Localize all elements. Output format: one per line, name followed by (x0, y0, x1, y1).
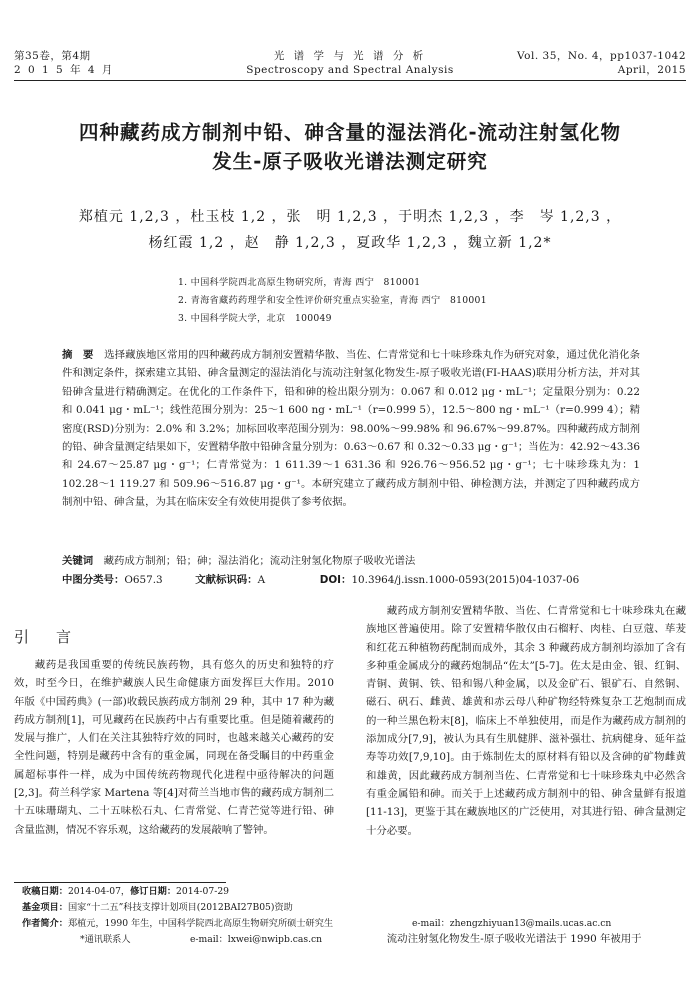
fund-value: 国家“十二五”科技支撑计划项目(2012BAI27B05)资助 (67, 902, 293, 913)
corresponding-label: *通讯联系人 (80, 934, 131, 945)
classification-line (62, 571, 640, 589)
article-title-line2: 发生-原子吸收光谱法测定研究 (212, 150, 488, 173)
journal-month: April，2015 (617, 64, 686, 76)
doc-code-value: A (257, 574, 266, 586)
author-list-line1: 郑植元 1,2,3 ，杜玉枝 1,2 ，张 明 1,2,3 ，于明杰 1,2,3 ，李 岑 1,2,3 ， (78, 209, 622, 225)
intro-paragraph-right-1: 藏药成方制剂安置精华散、当佐、仁青常觉和七十味珍珠丸在藏族地区普遍使用。除了安置精华散仅由石榴籽、肉桂、白豆蔻、荜茇和红花五种植物药配制而成外，其余 3 种藏药成方制剂均添加了含有多种重金属成分的藏药炮制品“佐太”[5-7]。佐太是由金、银、红铜、青铜、黄铜、铁、铅和锡八种金属，以及金矿石、银矿石、自然铜、磁石、矾石、雌黄、雄黄和赤云母八种矿物经特殊复杂工艺炮制而成的一种兰黑色粉末[8]，临床上不单独使用，而是作为藏药成方制剂的添加成分[7,9]，被认为具有生肌健胖、滋补强壮、抗病健身、延年益寿等功效[7,9,10]。由于炼制佐太的原材料有铅以及含砷的矿物雌黄和雄黄，因此藏药成方制剂当佐、仁青常觉和七十味珍珠丸中必然含有重金属铅和砷。而关于上述藏药成方制剂中的铅、砷含量鲜有报道[11-13]，更鉴于其在藏族地区的广泛使用，对其进行铅、砷含量测定十分必要。 (366, 605, 686, 837)
clc-label: 中图分类号： (62, 574, 125, 586)
journal-date: 2 0 1 5 年 4 月 (14, 64, 115, 76)
intro-paragraph-right-2: 流动注射氢化物发生-原子吸收光谱法于 1990 年被用于 (386, 933, 642, 945)
footnote-dates (22, 884, 229, 900)
article-title-line1: 四种藏药成方制剂中铅、砷含量的湿法消化-流动注射氢化物 (78, 121, 622, 144)
journal-volume-issue: 第35卷，第4期 (14, 50, 91, 62)
journal-pages: Vol. 35，No. 4，pp1037-1042 (517, 50, 686, 62)
footnote-rule (14, 882, 226, 883)
header-rule (14, 80, 686, 81)
revised-date: 2014-07-29 (176, 886, 230, 897)
bio-label: 作者简介： (22, 918, 68, 929)
doc-code-label: 文献标识码： (195, 574, 258, 586)
author-list-line2: 杨红霞 1,2 ，赵 静 1,2,3 ，夏政华 1,2,3 ，魏立新 1,2* (148, 235, 552, 251)
journal-title-cn: 光 谱 学 与 光 谱 分 析 (273, 50, 427, 62)
corresponding-email: e-mail：lxwei@nwipb.cas.cn (190, 934, 323, 945)
bio-value: 郑植元，1990 年生，中国科学院西北高原生物研究所硕士研究生 (67, 918, 334, 929)
clc-value: O657.3 (124, 574, 163, 586)
received-label: 收稿日期： (22, 886, 68, 897)
doi-value: 10.3964/j.issn.1000-0593(2015)04-1037-06 (351, 574, 580, 586)
revised-label: 修订日期： (130, 886, 177, 897)
doi-label: DOI： (319, 574, 352, 586)
footnote-author-bio (22, 916, 333, 932)
keywords-text: 藏药成方制剂；铅；砷；湿法消化；流动注射氢化物原子吸收光谱法 (103, 555, 416, 567)
footnote-fund (22, 900, 293, 916)
abstract-label: 摘 要 (62, 349, 94, 361)
abstract-text: 选择藏族地区常用的四种藏药成方制剂安置精华散、当佐、仁青常觉和七十味珍珠丸作为研究对象，通过优化消化条件和测定条件，探索建立其铅、砷含量测定的湿法消化与流动注射氢化物发生-原子吸收光谱(FI-HAAS)联用分析方法，并对其铅砷含量进行精确测定。在优化的工作条件下，铅和砷的检出限分别为：0.067 和 0.012 μg・mL⁻¹；定量限分别为：0.22 和 0.041 μg・mL⁻¹；线性范围分别为：25～1 600 ng・mL⁻¹（r=0.999 5），12.5～800 ng・mL⁻¹（r=0.999 4）；精密度(RSD)分别为：2.0% 和 3.2%；加标回收率范围分别为：98.00%～99.98% 和 96.67%～99.87%。四种藏药成方制剂的铅、砷含量测定结果如下，安置精华散中铅砷含量分别为：0.63～0.67 和 0.32～0.33 μg・g⁻¹；当佐为：42.92～43.36 和 24.67～25.87 μg・g⁻¹；仁青常觉为：1 611.39～1 631.36 和 926.76～956.52 μg・g⁻¹；七十味珍珠丸为：1 102.28～1 119.27 和 509.96～516.87 μg・g⁻¹。本研究建立了藏药成方制剂中铅、砷检测方法，并测定了四种藏药成方制剂中铅、砷含量，为其在临床安全有效使用提供了参考依据。 (62, 349, 641, 509)
fund-label: 基金项目： (22, 902, 68, 913)
journal-title-en: Spectroscopy and Spectral Analysis (246, 64, 454, 76)
affiliation-2: 2. 青海省藏药药理学和安全性评价研究重点实验室，青海 西宁 810001 (178, 295, 487, 306)
received-date: 2014-04-07， (67, 886, 131, 897)
keywords-label: 关键词 (62, 555, 94, 567)
intro-paragraph-left: 藏药是我国重要的传统民族药物，具有悠久的历史和独特的疗效，时至今日，在维护藏族人民生命健康方面发挥巨大作用。2010 年版《中国药典》(一部)收载民族药成方制剂 29 种，其中 17 种为藏药成方制剂[1]，可见藏药在民族药中占有重要比重。但是随着藏药的发展与推广，人们在关注其独特疗效的同时，也越来越关心藏药的安全性问题，特别是藏药中含有的重金属，同现在备受瞩目的中药重金属超标事件一样，成为中国传统药物现代化进程中亟待解决的问题[2,3]。荷兰科学家 Martena 等[4]对荷兰当地市售的藏药成方制剂二十五味珊瑚丸、二十五味松石丸、仁青常觉、仁青芒觉等进行铅、砷含量监测，情况不容乐观，这给藏药的发展敲响了警钟。 (14, 659, 334, 836)
section-heading-intro: 引 言 (14, 628, 78, 646)
affiliation-1: 1. 中国科学院西北高原生物研究所，青海 西宁 810001 (178, 277, 421, 288)
keywords (62, 552, 640, 570)
affiliation-3: 3. 中国科学院大学，北京 100049 (178, 313, 332, 324)
abstract (62, 346, 640, 512)
author-email: e-mail：zhengzhiyuan13@mails.ucas.ac.cn (412, 918, 612, 929)
